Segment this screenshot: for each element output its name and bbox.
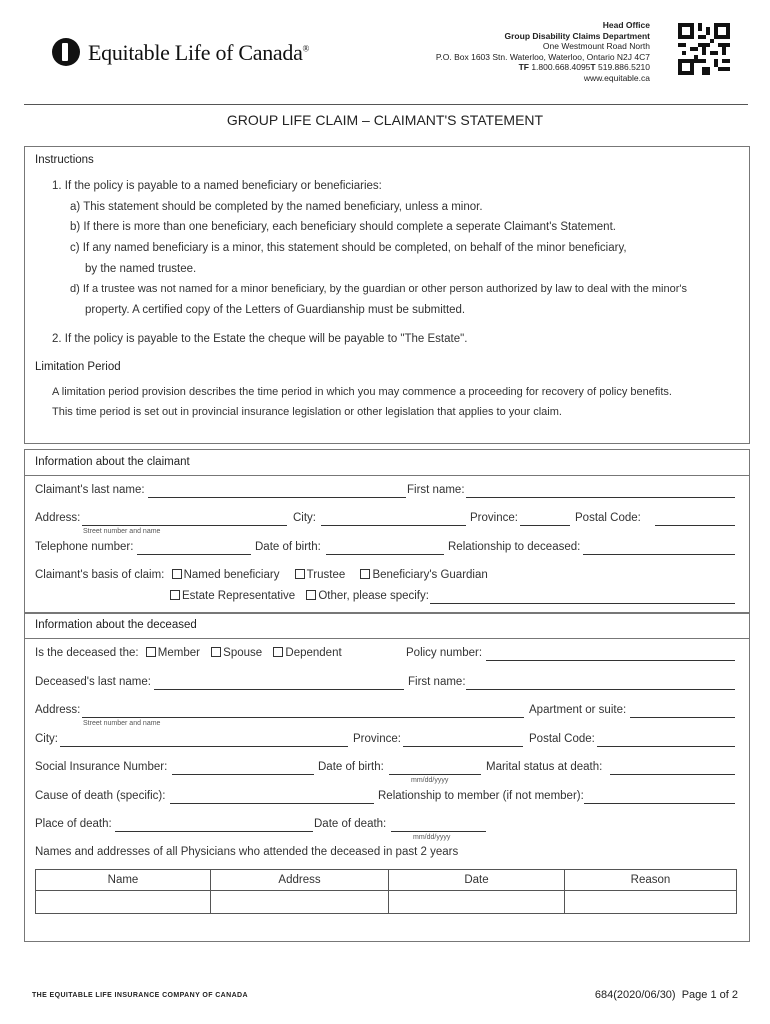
physicians-table [35, 869, 737, 914]
cause-of-death-label: Cause of death (specific): [35, 790, 166, 802]
table-row [36, 891, 737, 914]
member-label: Member [157, 647, 200, 659]
date-of-death-hint: mm/dd/yyyy [413, 834, 451, 841]
head-office-address [436, 20, 650, 84]
claimant-province-field[interactable] [520, 525, 570, 526]
form-code: 684(2020/06/30) [594, 989, 676, 1001]
company-logo-icon [52, 38, 80, 66]
deceased-heading-rule [24, 638, 750, 639]
deceased-postal-field[interactable] [597, 746, 735, 747]
spouse-label: Spouse [223, 647, 263, 659]
member-checkbox[interactable] [146, 647, 156, 657]
limitation-heading: Limitation Period [35, 361, 121, 373]
deceased-type-label: Is the deceased the: [35, 647, 139, 659]
footer-page-info [595, 989, 738, 1001]
physicians-label: Names and addresses of all Physicians who attended the deceased in past 2 years [35, 846, 459, 858]
guardian-label: Beneficiary's Guardian [372, 569, 488, 581]
claimant-city-field[interactable] [321, 525, 466, 526]
instruction-1: 1. If the policy is payable to a named beneficiary or beneficiaries: [52, 180, 382, 192]
named-beneficiary-label: Named beneficiary [183, 569, 280, 581]
deceased-province-field[interactable] [403, 746, 523, 747]
deceased-address-label: Address: [35, 704, 81, 716]
physician-date-cell[interactable] [389, 891, 565, 914]
table-header-row [36, 870, 737, 891]
phones: TF 1.800.668.4095T 519.886.5210 [518, 62, 650, 73]
marital-status-label: Marital status at death: [486, 761, 603, 773]
claimant-postal-label: Postal Code: [575, 512, 641, 524]
claimant-dob-field[interactable] [326, 554, 444, 555]
deceased-province-label: Province: [353, 733, 401, 745]
instruction-1a: a) This statement should be completed by the named beneficiary, unless a minor. [70, 201, 483, 213]
table-header-date: Date [389, 870, 565, 891]
claimant-basis-row-2 [166, 590, 429, 602]
claimant-postal-field[interactable] [655, 525, 735, 526]
deceased-city-label: City: [35, 733, 58, 745]
sin-field[interactable] [172, 774, 314, 775]
deceased-dob-label: Date of birth: [318, 761, 384, 773]
marital-status-field[interactable] [610, 774, 735, 775]
table-header-address: Address [211, 870, 389, 891]
other-checkbox[interactable] [306, 590, 316, 600]
cause-of-death-field[interactable] [170, 803, 374, 804]
trustee-label: Trustee [306, 569, 346, 581]
claimant-address-label: Address: [35, 512, 81, 524]
deceased-last-name-label: Deceased's last name: [35, 676, 151, 688]
deceased-first-name-label: First name: [408, 676, 466, 688]
claimant-last-name-field[interactable] [148, 497, 406, 498]
deceased-postal-label: Postal Code: [529, 733, 595, 745]
table-header-name: Name [36, 870, 211, 891]
deceased-heading: Information about the deceased [35, 619, 197, 631]
instruction-1c: c) If any named beneficiary is a minor, this statement should be completed, on behalf of the minor beneficiary, [70, 242, 627, 254]
claimant-heading: Information about the claimant [35, 456, 190, 468]
claimant-relationship-label: Relationship to deceased: [448, 541, 581, 553]
estate-representative-label: Estate Representative [182, 590, 296, 602]
page-number: Page 1 of 2 [681, 989, 738, 1001]
instructions-heading: Instructions [35, 154, 94, 166]
deceased-type-row [35, 647, 342, 659]
instruction-1c-cont: by the named trustee. [85, 263, 197, 275]
deceased-street-hint: Street number and name [83, 720, 161, 727]
claimant-last-name-label: Claimant's last name: [35, 484, 145, 496]
claimant-relationship-field[interactable] [583, 554, 735, 555]
claimant-telephone-field[interactable] [137, 554, 251, 555]
guardian-checkbox[interactable] [360, 569, 370, 579]
instruction-1d-cont: property. A certified copy of the Letters of Guardianship must be submitted. [85, 304, 466, 316]
deceased-dob-field[interactable] [389, 774, 481, 775]
dependent-label: Dependent [285, 647, 342, 659]
claimant-first-name-label: First name: [407, 484, 465, 496]
street: One Westmount Road North [542, 41, 650, 52]
instruction-1b: b) If there is more than one beneficiary, each beneficiary should complete a seperate Claimant's Statement. [70, 221, 616, 233]
header-rule [24, 104, 748, 105]
claimant-first-name-field[interactable] [466, 497, 735, 498]
footer-company: THE EQUITABLE LIFE INSURANCE COMPANY OF CANADA [32, 992, 248, 999]
date-of-death-field[interactable] [391, 831, 486, 832]
limitation-text-1: A limitation period provision describes the time period in which you may commence a proceeding for recovery of policy benefits. [52, 386, 672, 398]
spouse-checkbox[interactable] [211, 647, 221, 657]
physician-reason-cell[interactable] [565, 891, 737, 914]
deceased-city-field[interactable] [60, 746, 348, 747]
dob-format-hint: mm/dd/yyyy [411, 777, 449, 784]
claimant-basis-row [35, 569, 488, 581]
dependent-checkbox[interactable] [273, 647, 283, 657]
other-label: Other, please specify: [318, 590, 429, 602]
place-of-death-field[interactable] [115, 831, 313, 832]
deceased-last-name-field[interactable] [154, 689, 404, 690]
claimant-city-label: City: [293, 512, 316, 524]
claimant-province-label: Province: [470, 512, 518, 524]
claimant-basis-label: Claimant's basis of claim: [35, 569, 165, 581]
instruction-1d: d) If a trustee was not named for a minor beneficiary, by the guardian or other person authorized by law to deal with the minor's [70, 283, 687, 295]
apartment-field[interactable] [630, 717, 735, 718]
company-logo-text: Equitable Life of Canada® [88, 40, 310, 65]
apartment-label: Apartment or suite: [529, 704, 627, 716]
claimant-dob-label: Date of birth: [255, 541, 321, 553]
policy-number-field[interactable] [486, 660, 735, 661]
relationship-to-member-field[interactable] [584, 803, 735, 804]
claimant-other-field[interactable] [430, 603, 735, 604]
department: Group Disability Claims Department [504, 30, 650, 41]
po-box: P.O. Box 1603 Stn. Waterloo, Waterloo, Ontario N2J 4C7 [435, 51, 650, 62]
claimant-street-hint: Street number and name [83, 528, 161, 535]
barcode-icon [678, 22, 730, 76]
named-beneficiary-checkbox[interactable] [172, 569, 182, 579]
claimant-address-field[interactable] [82, 525, 287, 526]
date-of-death-label: Date of death: [314, 818, 387, 830]
office-title: Head Office [602, 20, 650, 30]
deceased-address-field[interactable] [82, 717, 524, 718]
relationship-to-member-label: Relationship to member (if not member): [378, 790, 584, 802]
sin-label: Social Insurance Number: [35, 761, 168, 773]
limitation-text-2: This time period is set out in provincial insurance legislation or other legislation that applies to your claim. [52, 406, 562, 418]
claimant-heading-rule [24, 475, 750, 476]
physician-name-cell[interactable] [36, 891, 211, 914]
policy-number-label: Policy number: [406, 647, 483, 659]
website: www.equitable.ca [583, 72, 650, 83]
instruction-2: 2. If the policy is payable to the Estate the cheque will be payable to "The Estate". [52, 333, 468, 345]
table-header-reason: Reason [565, 870, 737, 891]
claimant-telephone-label: Telephone number: [35, 541, 134, 553]
deceased-first-name-field[interactable] [466, 689, 735, 690]
estate-representative-checkbox[interactable] [170, 590, 180, 600]
form-title: GROUP LIFE CLAIM – CLAIMANT'S STATEMENT [226, 112, 544, 128]
physician-address-cell[interactable] [211, 891, 389, 914]
place-of-death-label: Place of death: [35, 818, 112, 830]
trustee-checkbox[interactable] [295, 569, 305, 579]
